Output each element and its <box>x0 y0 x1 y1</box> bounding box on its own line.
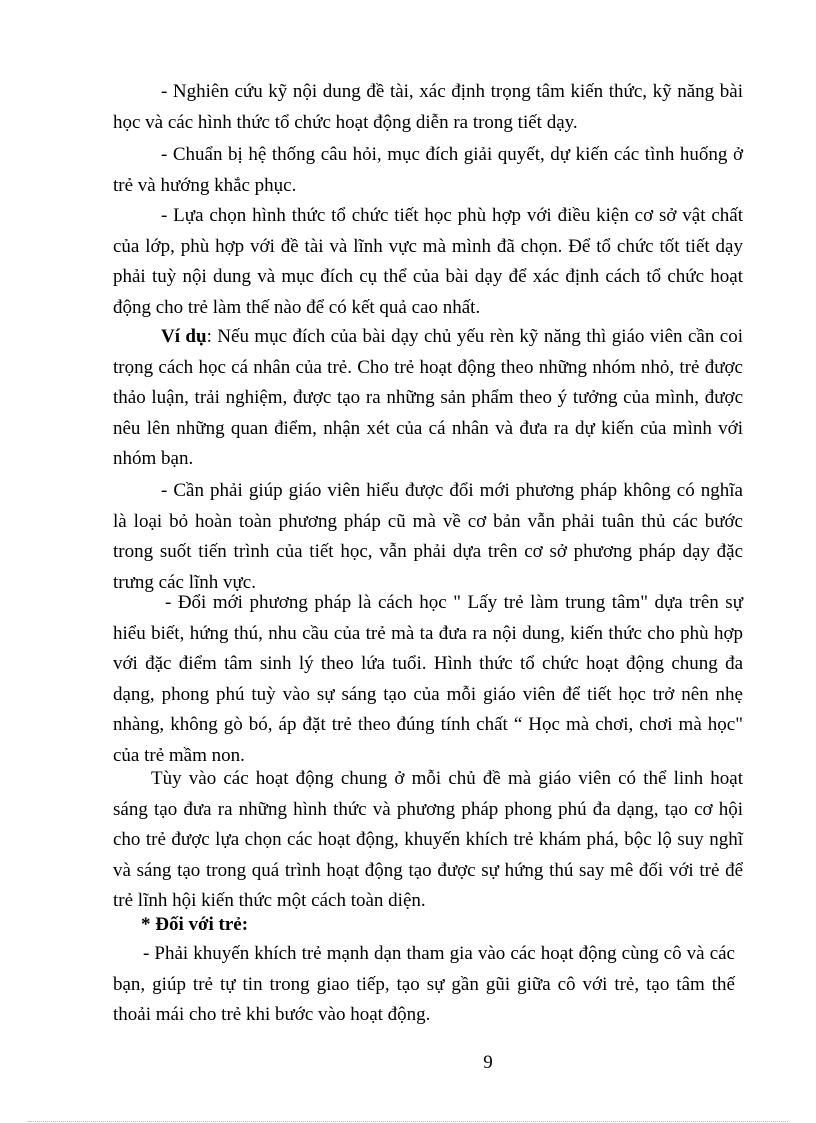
page-number: 9 <box>483 1052 493 1073</box>
paragraph-research-topic: - Nghiên cứu kỹ nội dung đề tài, xác định trọng tâm kiến thức, kỹ năng bài học và các hình thức tổ chức hoạt động diễn ra trong tiết dạy. <box>113 81 743 133</box>
paragraph-choose-format: - Lựa chọn hình thức tổ chức tiết học phù hợp với điều kiện cơ sở vật chất của lớp, phù hợp với đề tài và lĩnh vực mà mình đã chọn. Để tổ chức tốt tiết dạy phải tuỳ nội dung và mục đích cụ thể của bài dạy để xác định cách tổ chức hoạt động cho trẻ làm thế nào để có kết quả cao nhất. <box>113 205 743 318</box>
paragraph-help-teachers: - Cần phải giúp giáo viên hiểu được đổi mới phương pháp không có nghĩa là loại bỏ hoàn toàn phương pháp cũ mà về cơ bản vẫn phải tuân thủ các bước trong suốt tiến trình của tiết học, vẫn phải dựa trên cơ sở phương pháp dạy đặc trưng các lĩnh vực. <box>113 480 743 593</box>
example-label: Ví dụ <box>161 326 207 347</box>
example-text: : Nếu mục đích của bài dạy chủ yếu rèn kỹ năng thì giáo viên cần coi trọng cách học cá nhân của trẻ. Cho trẻ hoạt động theo những nhóm nhỏ, trẻ được thảo luận, trải nghiệm, được tạo ra những sản phẩm theo ý tưởng của mình, được nêu lên những quan điểm, nhận xét của cá nhân và đưa ra dự kiến của mình với nhóm bạn. <box>113 326 743 469</box>
footer-divider <box>28 1121 788 1122</box>
paragraph-example <box>113 322 743 475</box>
paragraph-innovate-method: - Đổi mới phương pháp là cách học " Lấy trẻ làm trung tâm" dựa trên sự hiểu biết, hứng thú, nhu cầu của trẻ mà ta đưa ra nội dung, kiến thức cho phù hợp với đặc điểm tâm sinh lý theo lứa tuổi. Hình thức tổ chức hoạt động chung đa dạng, phong phú tuỳ vào sự sáng tạo của mỗi giáo viên để tiết học trở nên nhẹ nhàng, không gò bó, áp đặt trẻ theo đúng tính chất “ Học mà chơi, chơi mà học" của trẻ mầm non. <box>113 592 743 766</box>
paragraph-prepare-questions: - Chuẩn bị hệ thống câu hỏi, mục đích giải quyết, dự kiến các tình huống ở trẻ và hướng khắc phục. <box>113 144 743 196</box>
paragraph-flexible-activities: Tùy vào các hoạt động chung ở mỗi chủ đề mà giáo viên có thể linh hoạt sáng tạo đưa ra những hình thức và phương pháp phong phú đa dạng, tạo cơ hội cho trẻ được lựa chọn các hoạt động, khuyến khích trẻ khám phá, bộc lộ suy nghĩ và sáng tạo trong quá trình hoạt động tạo được sự hứng thú say mê đối với trẻ để trẻ lĩnh hội kiến thức một cách toàn diện. <box>113 768 743 911</box>
section-heading-for-children: * Đối với trẻ: <box>141 914 249 935</box>
paragraph-encourage-children: - Phải khuyến khích trẻ mạnh dạn tham gia vào các hoạt động cùng cô và các bạn, giúp trẻ tự tin trong giao tiếp, tạo sự gần gũi giữa cô với trẻ, tạo tâm thế thoải mái cho trẻ khi bước vào hoạt động. <box>113 943 735 1025</box>
